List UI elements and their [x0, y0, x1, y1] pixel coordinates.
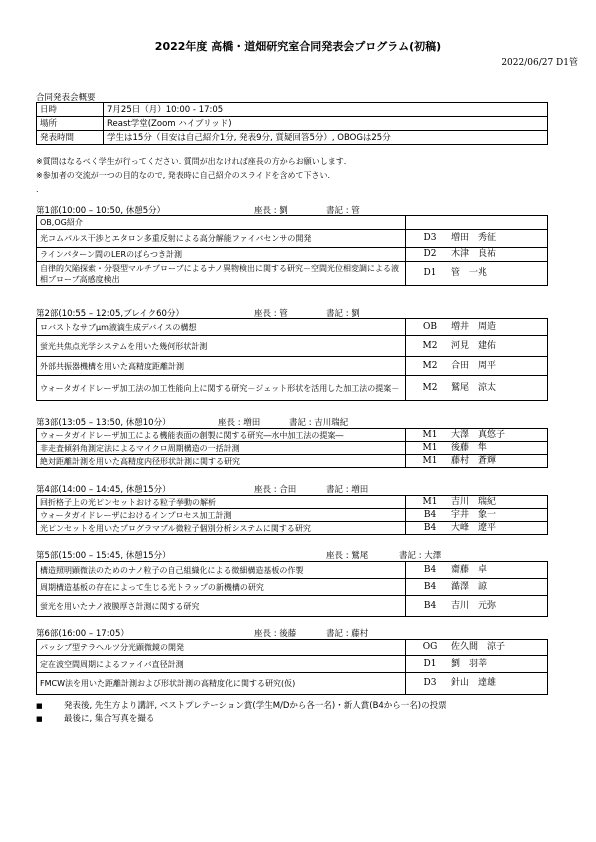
session-secretary: 書記 : 管 — [326, 206, 360, 216]
presenter-name: 管 一兆 — [451, 268, 488, 278]
presenter-name: 劉 羽莘 — [451, 658, 488, 669]
talk-title: 光ピンセットを用いたプログラマブル微粒子個別分析システムに関する研究 — [37, 522, 406, 535]
session-title: 第2部(10:55 – 12:05,ブレイク60分） — [36, 309, 184, 319]
session-title: 第3部(13:05 – 13:50, 休憩10分） — [36, 418, 171, 428]
talk-title: ウォータガイドレーザ加工による機能表面の創製に関する研究―水中加工法の提案― — [37, 429, 406, 442]
talk-row — [37, 496, 548, 509]
presenter-name: 吉川 元弥 — [451, 600, 497, 611]
presenter-name: 大峰 遼平 — [451, 522, 497, 533]
talk-title: 非走査傾斜角測定法によるマイクロ周期構造の一括計測 — [37, 442, 406, 455]
talk-presenter — [406, 562, 548, 579]
presenter-name: 後藤 隼 — [451, 442, 488, 453]
note-line: . — [36, 185, 39, 194]
talk-presenter — [406, 442, 548, 455]
presenter-grade: B4 — [423, 600, 437, 611]
talk-title: 回折格子上の光ピンセットおける粒子挙動の解析 — [37, 496, 406, 509]
presenter-grade: M2 — [422, 340, 438, 351]
presenter-grade: M1 — [422, 442, 438, 453]
talk-title: ウォータガイドレーザ加工法の加工性能向上に関する研究－ジェット形状を活用した加工法の提案－ — [37, 376, 406, 401]
presenter-name: 佐久間 涼子 — [451, 642, 506, 652]
footer-bullet — [36, 712, 154, 724]
session-secretary: 書記 : 大澤 — [399, 551, 442, 561]
note-line: ※質問はなるべく学生が行ってください. 質問が出なければ座長の方からお願いします. — [36, 157, 347, 166]
session-chair: 座長 : 鷲尾 — [326, 551, 369, 561]
talk-title: FMCW法を用いた距離計測および形状計測の高精度化に関する研究(仮) — [37, 673, 406, 695]
talk-presenter — [406, 376, 548, 401]
overview-value: 7月25日（月）10:00 - 17:05 — [104, 103, 548, 117]
talk-presenter — [406, 336, 548, 357]
session-title: 第6部(16:00 – 17:05） — [36, 629, 129, 639]
overview-row — [37, 103, 548, 117]
overview-value: 学生は15分（目安は自己紹介1分, 発表9分, 質疑回答5分）, OBOGは25分 — [104, 131, 548, 145]
talk-presenter — [406, 216, 548, 230]
talk-row — [37, 656, 548, 673]
talk-presenter — [406, 230, 548, 248]
talk-row — [37, 262, 548, 286]
talk-row — [37, 640, 548, 656]
talk-title: 自律的欠陥探索・分裂型マルチプローブによるナノ異物検出に関する研究－空間光位相変調による液相プローブ高感度検出 — [37, 262, 406, 286]
presenter-name: 藤村 蒼輝 — [451, 455, 497, 466]
session-title: 第1部(10:00 – 10:50, 休憩5分） — [36, 206, 166, 216]
talk-presenter — [406, 357, 548, 376]
presenter-grade: M2 — [422, 360, 438, 371]
talk-row — [37, 673, 548, 695]
talk-presenter — [406, 596, 548, 617]
presenter-name: 増井 周造 — [451, 321, 497, 332]
presenter-grade: D1 — [423, 268, 437, 278]
session-secretary: 書記 : 増田 — [326, 485, 369, 495]
session-chair: 座長 : 合田 — [254, 485, 297, 495]
talk-row — [37, 319, 548, 336]
session-secretary: 書記 : 劉 — [326, 309, 360, 319]
bullet-marker: ■ — [36, 702, 43, 710]
talk-title: ウォータガイドレーザにおけるインプロセス加工計測 — [37, 509, 406, 522]
overview-value: Reast学堂(Zoom ハイブリッド) — [104, 117, 548, 131]
overview-row — [37, 131, 548, 145]
session-table — [36, 428, 548, 468]
talk-presenter — [406, 673, 548, 695]
presenter-name: 増田 秀征 — [451, 233, 497, 243]
bullet-marker: ■ — [36, 715, 43, 723]
talk-row — [37, 579, 548, 596]
talk-presenter — [406, 262, 548, 286]
talk-presenter — [406, 248, 548, 262]
talk-row — [37, 522, 548, 535]
talk-row — [37, 336, 548, 357]
presenter-name: 大澤 真悠子 — [451, 429, 506, 440]
talk-title: 絶対距離計測を用いた高精度内径形状計測に関する研究 — [37, 455, 406, 468]
talk-presenter — [406, 522, 548, 535]
overview-row — [37, 117, 548, 131]
bullet-text: 発表後, 先生方より講評, ベストプレテーション賞(学生M/Dから各一名)・新人賞(B4から一名)の投票 — [64, 701, 447, 711]
talk-row — [37, 442, 548, 455]
overview-key: 発表時間 — [37, 131, 104, 145]
talk-title: 構造照明顕微法のためのナノ粒子の自己組織化による微細構造基板の作製 — [37, 562, 406, 579]
talk-row — [37, 248, 548, 262]
talk-row — [37, 376, 548, 401]
talk-title: OB,OG紹介 — [37, 216, 406, 230]
session-chair: 座長 : 劉 — [254, 206, 288, 216]
presenter-grade: D1 — [423, 658, 437, 669]
session-table — [36, 495, 548, 535]
talk-row — [37, 596, 548, 617]
presenter-name: 鷲尾 涼太 — [451, 382, 497, 393]
bullet-text: 最後に, 集合写真を撮る — [64, 714, 155, 724]
presenter-name: 宇井 象一 — [451, 509, 497, 520]
talk-title: 蛍光共焦点光学システムを用いた幾何形状計測 — [37, 336, 406, 357]
presenter-grade: OG — [422, 642, 438, 652]
presenter-grade: B4 — [423, 581, 437, 592]
notes — [36, 155, 346, 197]
talk-row — [37, 429, 548, 442]
session-table — [36, 639, 548, 695]
talk-title: 周期構造基板の存在によって生じる光トラップの新機構の研究 — [37, 579, 406, 596]
presenter-grade: D2 — [423, 249, 437, 259]
session-title: 第4部(14:00 – 14:45, 休憩15分） — [36, 485, 171, 495]
presenter-grade: B4 — [423, 509, 437, 520]
talk-presenter — [406, 429, 548, 442]
talk-title: 外部共振器機構を用いた高精度距離計測 — [37, 357, 406, 376]
session-chair: 座長 : 管 — [254, 309, 288, 319]
presenter-name: 澔澤 諒 — [451, 581, 488, 592]
footer-bullet — [36, 699, 447, 711]
session-secretary: 書記 : 藤村 — [326, 629, 369, 639]
talk-presenter — [406, 496, 548, 509]
presenter-name: 河見 建佑 — [451, 340, 497, 351]
talk-title: パッシブ型テラヘルツ分光顕微鏡の開発 — [37, 640, 406, 656]
talk-row — [37, 562, 548, 579]
talk-row — [37, 357, 548, 376]
presenter-grade: OB — [423, 321, 437, 332]
presenter-grade: B4 — [423, 564, 437, 575]
talk-title: 定在波空間周期によるファイバ直径計測 — [37, 656, 406, 673]
session-table — [36, 318, 548, 401]
presenter-grade: M1 — [422, 429, 438, 440]
presenter-name: 吉川 瑞紀 — [451, 496, 497, 507]
note-line: ※参加者の交流が一つの目的なので, 発表時に自己紹介のスライドを含めて下さい. — [36, 171, 331, 180]
talk-presenter — [406, 509, 548, 522]
talk-row — [37, 509, 548, 522]
page-title: 2022年度 高橋・道畑研究室合同発表会プログラム(初稿) — [154, 40, 442, 53]
talk-presenter — [406, 319, 548, 336]
talk-presenter — [406, 455, 548, 468]
talk-row — [37, 455, 548, 468]
presenter-grade: M1 — [422, 496, 438, 507]
talk-presenter — [406, 640, 548, 656]
talk-presenter — [406, 656, 548, 673]
session-chair: 座長 : 後藤 — [254, 629, 297, 639]
talk-title: 蛍光を用いたナノ液膜厚さ計測に関する研究 — [37, 596, 406, 617]
talk-row — [37, 230, 548, 248]
presenter-name: 針山 達雄 — [451, 678, 497, 688]
presenter-grade: D3 — [423, 233, 437, 243]
talk-title: ラインパターン間のLERのばらつき計測 — [37, 248, 406, 262]
overview-key: 日時 — [37, 103, 104, 117]
presenter-name: 齋藤 卓 — [451, 564, 488, 575]
overview-key: 場所 — [37, 117, 104, 131]
talk-presenter — [406, 579, 548, 596]
talk-title: 光コムパルス干渉とエタロン多重反射による高分解能ファイバセンサの開発 — [37, 230, 406, 248]
presenter-name: 合田 周平 — [451, 360, 497, 371]
session-title: 第5部(15:00 – 15:45, 休憩15分） — [36, 551, 171, 561]
presenter-grade: B4 — [423, 522, 437, 533]
talk-row — [37, 216, 548, 230]
overview-table — [36, 102, 548, 145]
document-date: 2022/06/27 D1管 — [501, 58, 578, 68]
session-table — [36, 561, 548, 617]
presenter-grade: D3 — [423, 678, 437, 688]
overview-heading: 合同発表会概要 — [36, 93, 96, 103]
presenter-name: 木津 良祐 — [451, 249, 497, 259]
session-secretary: 書記 : 吉川瑞紀 — [289, 418, 349, 428]
session-chair: 座長 : 増田 — [218, 418, 261, 428]
talk-title: ロバストなサブμm液滴生成デバイスの構想 — [37, 319, 406, 336]
presenter-grade: M2 — [422, 382, 438, 393]
presenter-grade: M1 — [422, 455, 438, 466]
session-table — [36, 215, 548, 286]
